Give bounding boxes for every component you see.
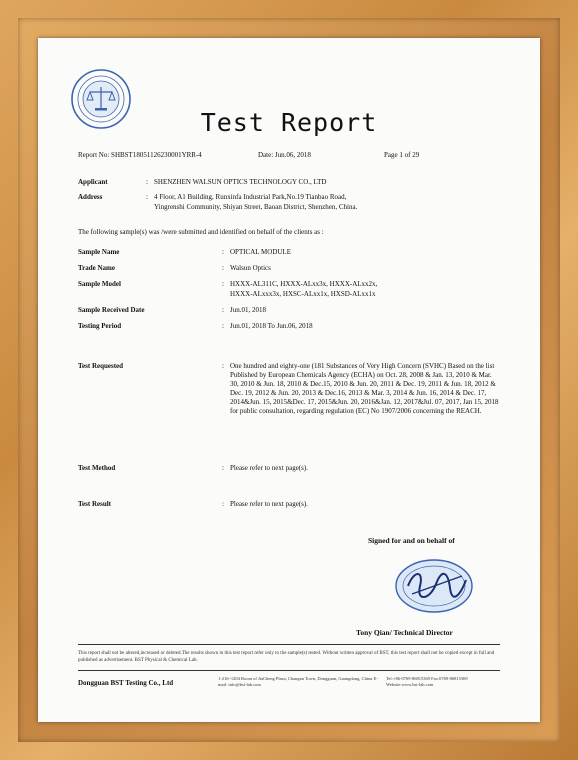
certificate-paper: Test Report Report No: SHBST18051126230001YRR-4 Date: Jun.06, 2018 Page 1 of 29 Applicant : SHENZHEN WALSUN OPTICS TECHNOLOGY CO., LTD Address : 4 Floor, A1 Building, Runxinfa Industrial Park,No.19 Tianbao Road, Yingrenshi Community, Shiyan Street, Baoan District, Shenzhen, China. The following sample(s) was /were submitted and identified on behalf of the clients as : Sample Name : OPTICAL MODULE Trade Name : Walsun Optics Sample Model : HXXX-AL311C, HXXX-ALxx3x, HXXX-ALxx2x, HXXX-ALxxx3x, HXSC-ALxx1x, HXSD-ALxx1x Sample Received Date : Jun.01, 2018 Testing Period : Jun.01, 2018 To Jun.06, 2018 Test Requested : One hundred and eighty-one (181 Substances of Very High Concern (SVHC) Based on the list Published by European Chemicals Agency (ECHA) on Oct. 28, 2008 & Jan. 13, 2010 & Mar. 30, 2010 & Jun. 18, 2010 & Dec.15, 2010 & Jun. 20, 2011 & Dec. 19, 2011 & Jun. 18, 2012 & Dec. 19, 2012 & Jun. 20, 2013 & Dec.16, 2013 & Mar. 3, 2014 & Jun. 16, 2014 & Dec. 17, 2014&Jun. 15, 2015&Dec. 17, 2015&Jun. 20, 2016&Jan. 12, 2017&Jul. 07, 2017, Jan 15, 2018 for public consultation, regarding regulation (EC) No 1907/2006 concerning the REACH. Test Method : Please refer to next page(s). Test Result : Please refer to next page(s). Signed for and on behalf of Tony Qian/ Technical Director This report shall not be altered,increased or deleted.The results shown in this test report refer only to the sample(s) tested. Without written approval of BST, this test report shall not be copied except in full and published as advertisement. BST Physical & Chemical Lab. Dongguan BST Testing Co., Ltd 1-216~1204 Room of JiaCheng Plaza, Changan Town, Dongguan, Guangdong, China E-mail: info@bst-lab.com Tel:+86-0769-86815369 Fax:0769-86815369 Website:www.bst-lab.com — [38, 38, 540, 722]
report-date: Date: Jun.06, 2018 — [258, 151, 311, 159]
footer-address: 1-216~1204 Room of JiaCheng Plaza, Changan Town, Dongguan, Guangdong, China E-mail: info@bst-lab.com — [218, 676, 378, 687]
footer-contact: Tel:+86-0769-86815369 Fax:0769-86815369 Website:www.bst-lab.com — [386, 676, 468, 687]
page-number: Page 1 of 29 — [384, 151, 420, 159]
intro-text: The following sample(s) was /were submitted and identified on behalf of the clients as : — [78, 228, 324, 236]
sample-model-line-1: HXXX-AL311C, HXXX-ALxx3x, HXXX-ALxx2x, — [230, 280, 378, 288]
test-result-value: Please refer to next page(s). — [230, 500, 308, 508]
applicant-value: SHENZHEN WALSUN OPTICS TECHNOLOGY CO., LTD — [154, 178, 327, 186]
sample-model-line-2: HXXX-ALxxx3x, HXSC-ALxx1x, HXSD-ALxx1x — [230, 290, 376, 298]
footer-disclaimer: This report shall not be altered,increased or deleted.The results shown in this test report refer only to the sample(s) tested. Without written approval of BST, this test report shall not be copied except in full and published as advertisement. BST Physical & Chemical Lab. — [78, 651, 495, 663]
footer-divider-2 — [78, 670, 500, 671]
applicant-label: Applicant — [78, 178, 108, 186]
sample-name-value: OPTICAL MODULE — [230, 248, 291, 256]
test-requested-value: One hundred and eighty-one (181 Substances of Very High Concern (SVHC) Based on the list Published by European Chemicals Agency (ECHA) on Oct. 28, 2008 & Jan. 13, 2010 & Mar. 30, 2010 & Jun. 18, 2010 & Dec.15, 2010 & Jun. 20, 2011 & Dec. 19, 2011 & Jun. 18, 2012 & Dec. 19, 2012 & Jun. 20, 2013 & Dec.16, 2013 & Mar. 3, 2014 & Jun. 16, 2014 & Dec. 17, 2014&Jun. 15, 2015&Dec. 17, 2015&Jun. 20, 2016&Jan. 12, 2017&Jul. 07, 2017, Jan 15, 2018 for public consultation, regarding regulation (EC) No 1907/2006 concerning the REACH. — [230, 362, 499, 415]
trade-name-value: Walsun Optics — [230, 264, 271, 272]
footer-company: Dongguan BST Testing Co., Ltd — [78, 679, 174, 687]
received-date-value: Jun.01, 2018 — [230, 306, 266, 314]
testing-period-value: Jun.01, 2018 To Jun.06, 2018 — [230, 322, 313, 330]
address-line-2: Yingrenshi Community, Shiyan Street, Baoan District, Shenzhen, China. — [154, 203, 358, 211]
address-line-1: 4 Floor, A1 Building, Runxinfa Industrial Park,No.19 Tianbao Road, — [154, 193, 347, 201]
report-number: Report No: SHBST18051126230001YRR-4 — [78, 151, 202, 159]
signature-stamp-icon — [390, 556, 478, 616]
footer-divider — [78, 644, 500, 645]
test-method-value: Please refer to next page(s). — [230, 464, 308, 472]
document-title: Test Report — [200, 108, 378, 137]
address-label: Address — [78, 193, 103, 201]
signed-for-text: Signed for and on behalf of — [368, 536, 455, 545]
signatory-name-title: Tony Qian/ Technical Director — [356, 628, 453, 637]
